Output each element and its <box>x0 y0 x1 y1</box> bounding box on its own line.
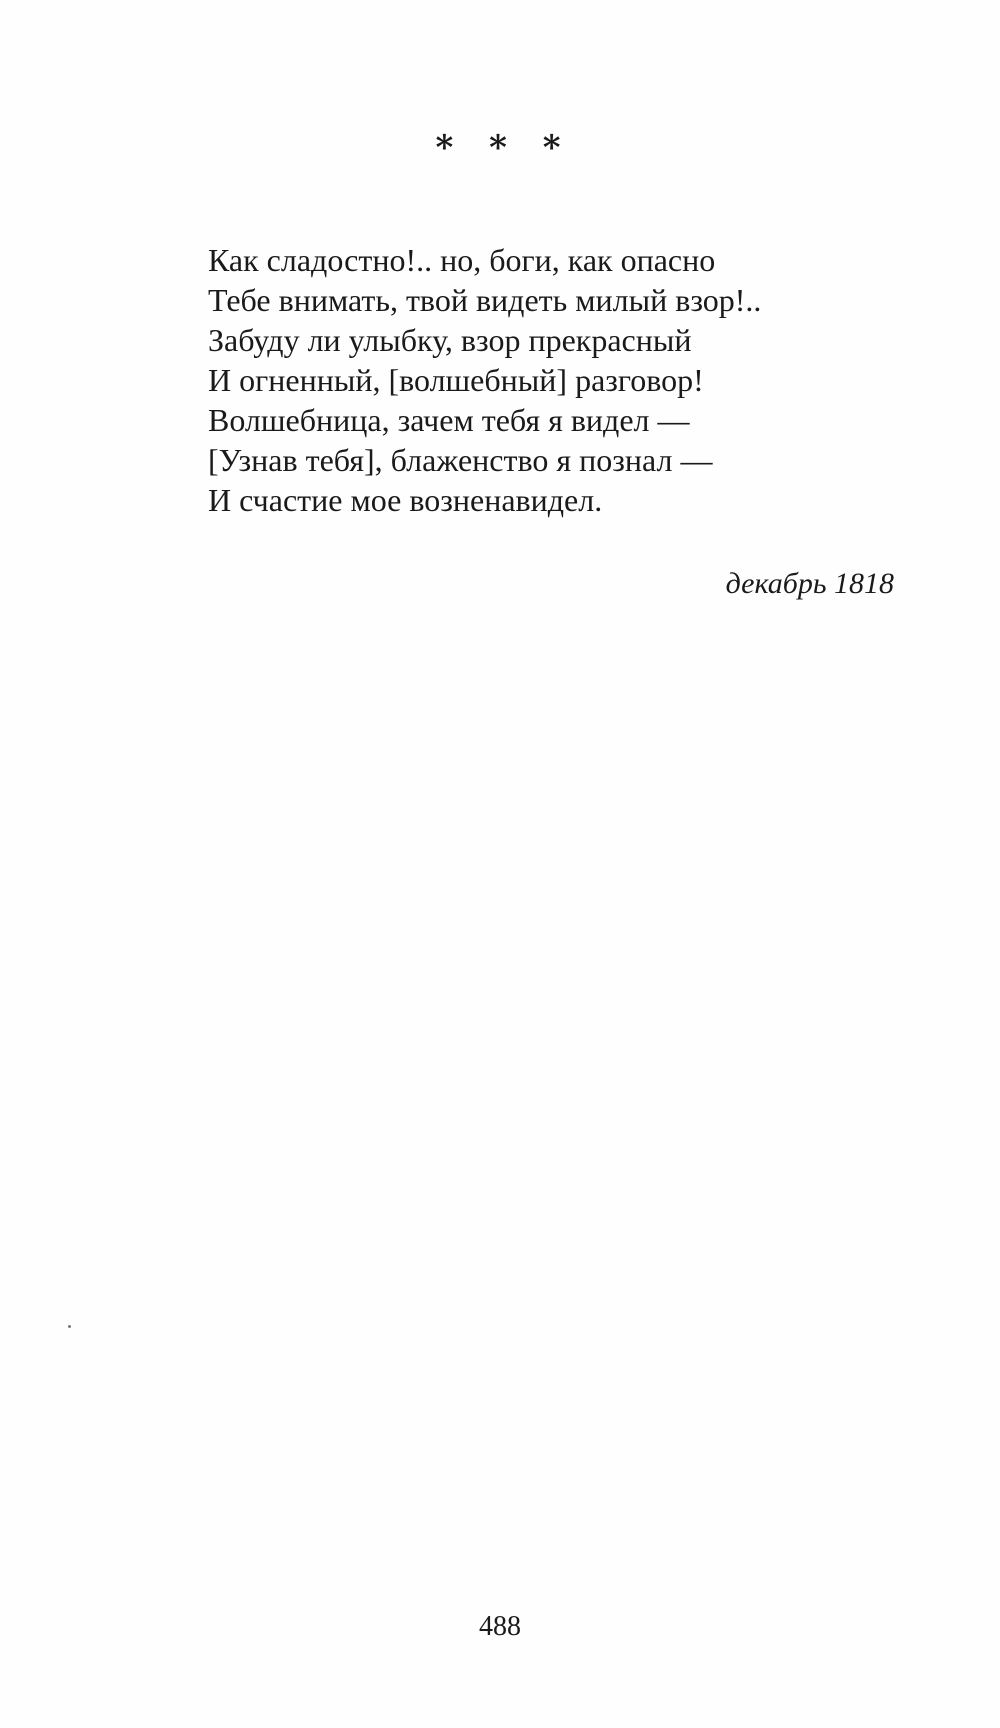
print-speck <box>68 1325 71 1328</box>
poem-line: Волшебница, зачем тебя я видел — <box>208 402 690 438</box>
poem-line: Как сладостно!.. но, боги, как опасно <box>208 242 716 278</box>
poem-date: декабрь 1818 <box>725 567 894 600</box>
poem-line: Забуду ли улыбку, взор прекрасный <box>208 322 692 358</box>
poem-line: Тебе внимать, твой видеть милый взор!.. <box>208 282 762 318</box>
poem-body <box>208 240 928 520</box>
poem-line: [Узнав тебя], блаженство я познал — <box>208 442 713 478</box>
page-number: 488 <box>479 1611 521 1642</box>
poem-separator: * * * <box>435 128 573 168</box>
poem-line: И счастие мое возненавидел. <box>208 482 603 518</box>
poem-line: И огненный, [волшебный] разговор! <box>208 362 704 398</box>
